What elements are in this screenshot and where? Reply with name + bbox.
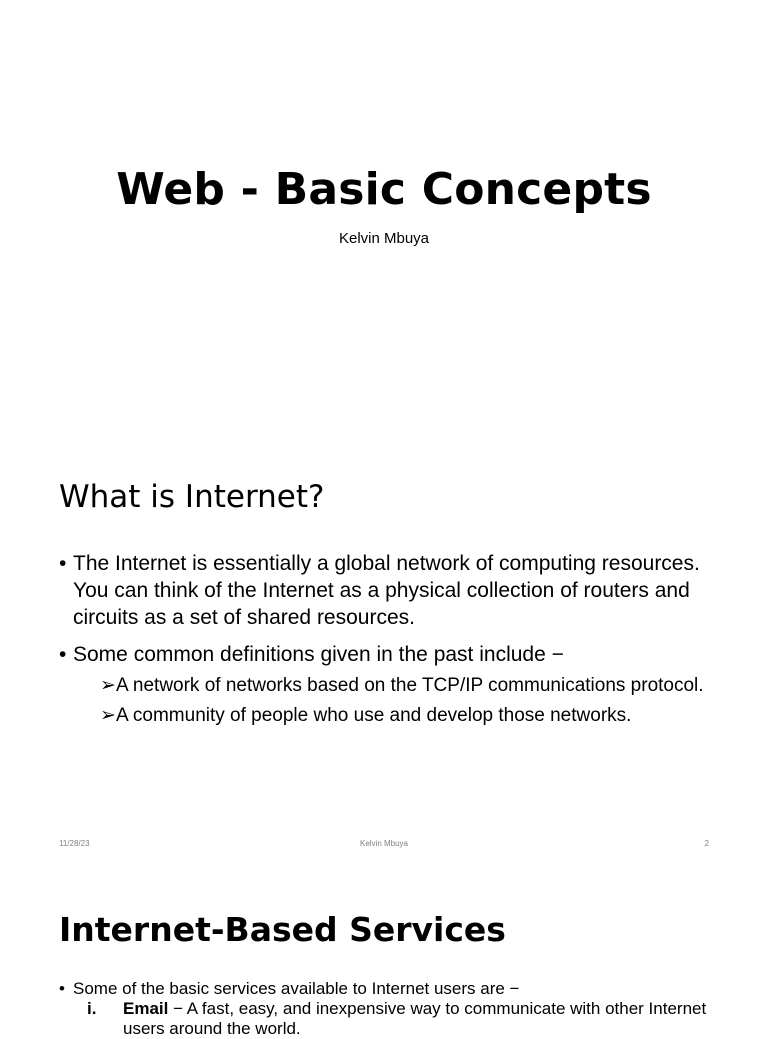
bullet-list	[59, 979, 739, 999]
sub-bullet-list	[73, 674, 739, 728]
sub-bullet-item	[73, 674, 739, 698]
slide-footer	[0, 839, 768, 853]
sub-bullet-text: A network of networks based on the TCP/IP communications protocol.	[116, 675, 704, 696]
presentation-author: Kelvin Mbuya	[338, 230, 430, 247]
item-description: − A fast, easy, and inexpensive way to communicate with other Internet users around the world.	[123, 999, 707, 1038]
footer-author: Kelvin Mbuya	[359, 839, 409, 848]
slide-heading: What is Internet?	[59, 479, 325, 515]
sub-bullet-text: A community of people who use and develop those networks.	[116, 705, 632, 726]
slide-internet-based-services	[0, 864, 768, 1038]
footer-date: 11/28/23	[59, 839, 90, 848]
item-number: i.	[87, 999, 97, 1018]
bullet-list	[59, 550, 739, 738]
bullet-icon: •	[59, 979, 65, 998]
presentation-title: Web - Basic Concepts	[116, 164, 652, 215]
arrow-bullet-icon: ➢	[100, 705, 116, 726]
title-slide	[0, 0, 768, 432]
bullet-icon: •	[59, 643, 67, 666]
bullet-item	[59, 641, 739, 728]
bullet-text: Some common definitions given in the past include −	[73, 643, 564, 666]
sub-bullet-item	[73, 704, 739, 728]
item-term: Email	[123, 999, 169, 1018]
footer-page-number: 2	[704, 839, 709, 848]
bullet-icon: •	[59, 552, 67, 575]
bullet-item	[59, 979, 739, 999]
bullet-item	[59, 550, 739, 631]
bullet-text: Some of the basic services available to Internet users are −	[73, 979, 520, 998]
arrow-bullet-icon: ➢	[100, 675, 116, 696]
slide-heading: Internet-Based Services	[59, 910, 506, 949]
bullet-text: The Internet is essentially a global network of computing resources. You can think of the Internet as a physical collection of routers and circuits as a set of shared resources.	[73, 552, 700, 629]
slide-what-is-internet	[0, 432, 768, 864]
numbered-list	[59, 999, 739, 1039]
numbered-item	[59, 999, 739, 1039]
